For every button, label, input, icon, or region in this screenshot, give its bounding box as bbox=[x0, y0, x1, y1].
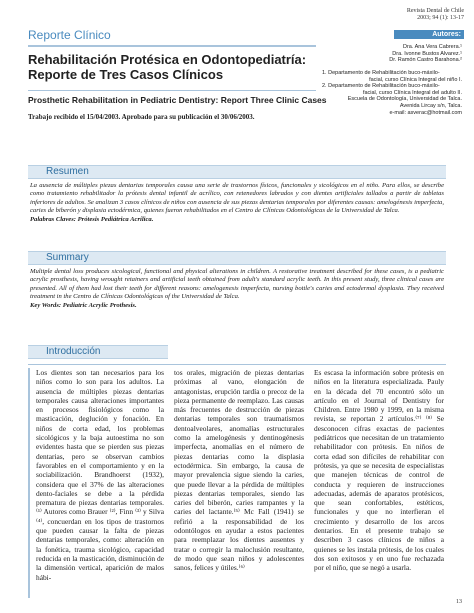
journal-name: Revista Dental de Chile bbox=[406, 8, 464, 14]
received-note: Trabajo recibido el 15/04/2003. Aprobado para su publicación el 30/06/2003. bbox=[28, 113, 255, 121]
authors-list bbox=[312, 44, 462, 64]
title-line-2: Reporte de Tres Casos Clínicos bbox=[28, 67, 224, 82]
affiliation-line: 2. Departamento de Rehabilitación buco-máxilo- bbox=[322, 83, 440, 90]
affiliation-line: Avenida Lircay s/n, Talca. bbox=[399, 102, 462, 109]
page-number: 13 bbox=[456, 599, 462, 605]
title-divider bbox=[28, 90, 316, 91]
section-divider bbox=[28, 45, 316, 47]
contact-email: e-mail: asverac@hotmail.com bbox=[389, 109, 462, 116]
affiliation-line: facial, curso Clínica Integral del adulto II. bbox=[362, 89, 462, 96]
intro-column-2 bbox=[174, 368, 304, 573]
intro-column-3 bbox=[314, 368, 444, 573]
affiliation-line: facial, curso Clínica Integral del niño I. bbox=[369, 76, 462, 83]
section-label: Reporte Clínico bbox=[28, 28, 111, 42]
intro-divider bbox=[28, 364, 446, 365]
affiliation-line: Escuela de Odontología, Universidad de Talca. bbox=[347, 96, 462, 103]
affiliations bbox=[322, 70, 462, 116]
title-line-1: Rehabilitación Protésica en Odontopediatría: bbox=[28, 52, 307, 67]
resumen-body bbox=[30, 182, 444, 224]
intro-column-3-text: Es escasa la información sobre prótesis en niños en la literatura especializada. Pauly en la década del 70 encontró sólo un artículo en el Journal of Dentistry for Children. Entre 1980 y 1999, en la misma revista, se reportan 2 artículos.⁽⁷⁾ ⁽⁸⁾ Se desconocen cifras exactas de pacientes pediátricos que necesitan de un tratamiento rehabilitador con prótesis. En niños de corta edad son difíciles de rehabilitar con prótesis, ya que se necesita de especialistas que manejen técnicas de control de conducta y requieren de instrucciones adecuadas, además de aparatos protésicos, que sean confortables, estéticos, funcionales y que no interfieran el crecimiento y desarrollo de los arcos dentarios. En el presente trabajo se describen 3 casos clínicos de niños a quienes se les instala prótesis, de los cuales dos son exitosos y en uno fue rechazada por el niño, que se negó a usarla. bbox=[314, 368, 444, 573]
resumen-heading: Resumen bbox=[28, 165, 446, 179]
summary-text: Multiple dental loss produces sicological, functional and physical alterations in children. A restorative treatment described for these cases, is a pediatric acrylic prosthesis, having wrought retainers and artificial teeth obtained from adult's standard acrylic teeth. In this present study, three clinical cases are presented. All of them had lost their teeth for different reasons: amelogenesis imperfecta, nursing bottle's caries and ectodermal dysplasia. They received treatment in the Centro de Clínicas Odontológicas of the Universidad de Talca. bbox=[30, 268, 444, 301]
author-3: Dr. Ramón Castro Barahona.² bbox=[389, 57, 462, 64]
affiliation-line: 1. Departamento de Rehabilitación buco-máxilo- bbox=[322, 70, 440, 76]
resumen-text: La ausencia de múltiples piezas dentarias temporales causa una serie de trastornos físicos, funcionales y sicológicos en el niño. Para ellos, se describe como tratamiento rehabilitador la prótesis dental infantil de acrílico, con retenedores labrados y con dientes artificiales tallados a partir de tabletas inferiores de adultos. Se analizan 3 casos clínicos de niños con ausencia de sus piezas dentarias temporales por diferentes causas: amelogénesis imperfecta, caries de biberón y displasia ectodérmica, quienes fueron rehabilitados en el Centro de Clínicas Odontológicas de la Universidad de Talca. bbox=[30, 182, 444, 215]
author-2: Dra. Ivonne Bustos Alvarez.¹ bbox=[392, 50, 462, 57]
english-title: Prosthetic Rehabilitation in Pediatric Dentistry: Report Three Clinic Cases bbox=[28, 95, 327, 105]
article-title bbox=[28, 52, 318, 82]
intro-column-1 bbox=[36, 368, 164, 582]
summary-heading: Summary bbox=[28, 251, 446, 265]
column-rule bbox=[28, 368, 30, 598]
intro-column-2-text: tos orales, migración de piezas dentarias próximas al vano, elongación de antagonistas, erupción tardía o precoz de la pieza permanente de reemplazo. Las causas más frecuentes de destrucción de piezas dentarias temporales son traumatismos dentoalveolares, anomalías estructurales como la amelogénesis y dentinogénesis imperfecta, anomalías en el número de piezas dentarias como la displasia ectodérmica. Sin embargo, la causa de mayor prevalencia sigue siendo la caries, que puede llevar a la pérdida de múltiples piezas dentarias temporales, siendo las caries del biberón, caries rampantes y la caries del lactante.⁽⁵⁾ Mc Fall (1941) se refirió a la responsabilidad de los odontólogos en ayudar a estos pacientes para reemplazar los dientes ausentes y tratar o corregir la maloclusión resultante, de modo que sean niños y adolescentes sanos, felices y útiles.⁽⁶⁾ bbox=[174, 368, 304, 573]
resumen-keywords: Palabras Claves: Prótesis Pediátrica Acrílica. bbox=[30, 215, 154, 223]
author-1: Dra. Ana Vera Cabrera.¹ bbox=[402, 44, 462, 50]
summary-body bbox=[30, 268, 444, 310]
summary-keywords: Key Words: Pediatric Acrylic Prothesis. bbox=[30, 301, 137, 309]
journal-issue: 2003; 94 (1): 13-17 bbox=[417, 15, 464, 21]
journal-header bbox=[407, 8, 464, 22]
intro-column-1-text: Los dientes son tan necesarios para los niños como lo son para los adultos. La ausencia de múltiples piezas dentarias temporales causa alteraciones importantes en procesos fisiológicos como la masticación, deglución y fonación. En niños de corta edad, los problemas sicológicos y la baja autoestima no son evidentes hasta que se pierden sus piezas dentarias, pero se observan cambios favorables en el comportamiento y en la sociabilización. Brandhoerst (1932), considera que el 37% de las alteraciones dento-faciales se debe a la pérdida prematura de piezas dentarias temporales.⁽¹⁾ Autores como Brauer ⁽²⁾, Finn ⁽³⁾ y Silva ⁽⁴⁾, concuerdan en los tipos de trastornos que pueden causar la falta de piezas dentarias temporales, como: alteración en la fonética, trauma sicológico, capacidad reducida en la masticación, disminución de la dimensión vertical, aparición de malos hábi- bbox=[36, 368, 164, 582]
authors-label: Autores: bbox=[394, 30, 464, 39]
introduccion-heading: Introducción bbox=[28, 345, 168, 359]
